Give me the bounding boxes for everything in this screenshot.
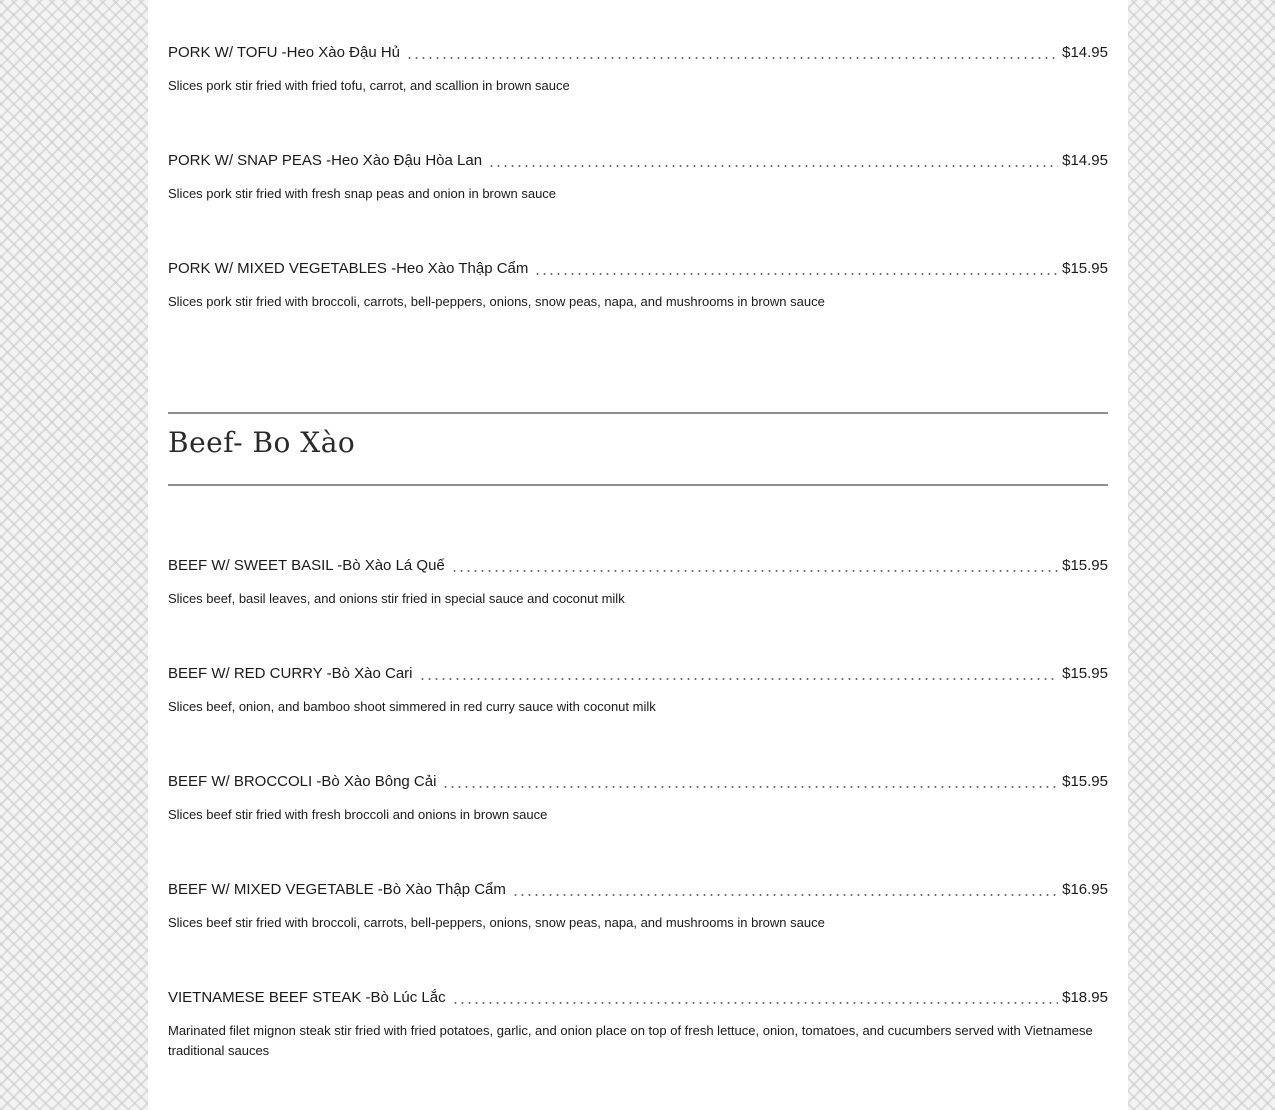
menu-item-price: $15.95: [1062, 773, 1108, 790]
dot-leader: [442, 786, 1058, 788]
section-divider-top: [168, 412, 1108, 414]
dot-leader: [534, 273, 1058, 275]
section-title: Beef- Bo Xào: [168, 426, 356, 459]
menu-item-name: BEEF W/ RED CURRY -Bò Xào Cari: [168, 665, 413, 682]
menu-item: [168, 44, 1108, 96]
menu-item-name: PORK W/ TOFU -Heo Xào Đậu Hủ: [168, 44, 401, 61]
menu-item-price: $14.95: [1062, 152, 1108, 169]
menu-item-name: BEEF W/ MIXED VEGETABLE -Bò Xào Thập Cẩm: [168, 881, 506, 898]
menu-item-name: VIETNAMESE BEEF STEAK -Bò Lúc Lắc: [168, 989, 446, 1006]
menu-item-description: Slices beef, basil leaves, and onions stir fried in special sauce and coconut milk: [168, 591, 625, 606]
menu-item-name: PORK W/ MIXED VEGETABLES -Heo Xào Thập Cẩm: [168, 260, 529, 277]
menu-item-price: $15.95: [1062, 260, 1108, 277]
menu-page: [148, 0, 1128, 1110]
menu-item: [168, 260, 1108, 312]
menu-item: [168, 557, 1108, 609]
menu-item-header: [168, 152, 1108, 172]
menu-item-name: PORK W/ SNAP PEAS -Heo Xào Đậu Hòa Lan: [168, 152, 483, 169]
menu-item-header: [168, 44, 1108, 64]
menu-item-description: Slices beef stir fried with fresh broccoli and onions in brown sauce: [168, 807, 548, 822]
menu-item-header: [168, 989, 1108, 1009]
dot-leader: [512, 894, 1058, 896]
menu-item-description: Slices beef, onion, and bamboo shoot simmered in red curry sauce with coconut milk: [168, 699, 656, 714]
menu-item: [168, 152, 1108, 204]
menu-item: [168, 773, 1108, 825]
section-divider-bottom: [168, 484, 1108, 486]
dot-leader: [406, 57, 1058, 59]
menu-item-name: BEEF W/ BROCCOLI -Bò Xào Bông Cải: [168, 773, 437, 790]
menu-item-price: $18.95: [1062, 989, 1108, 1006]
menu-item-header: [168, 557, 1108, 577]
dot-leader: [419, 678, 1059, 680]
menu-item-description: Slices pork stir fried with fresh snap peas and onion in brown sauce: [168, 186, 557, 201]
dot-leader: [488, 165, 1058, 167]
menu-item-price: $15.95: [1062, 665, 1108, 682]
menu-item-header: [168, 773, 1108, 793]
dot-leader: [451, 570, 1058, 572]
menu-item-description: Slices pork stir fried with broccoli, carrots, bell-peppers, onions, snow peas, napa, and mushrooms in brown sauce: [168, 294, 825, 309]
menu-item: [168, 989, 1108, 1061]
menu-item-price: $15.95: [1062, 557, 1108, 574]
menu-item-header: [168, 260, 1108, 280]
menu-item: [168, 881, 1108, 933]
menu-item-price: $14.95: [1062, 44, 1108, 61]
menu-item-header: [168, 881, 1108, 901]
menu-item-description: Slices beef stir fried with broccoli, carrots, bell-peppers, onions, snow peas, napa, and mushrooms in brown sauce: [168, 915, 825, 930]
menu-item-price: $16.95: [1062, 881, 1108, 898]
menu-item: [168, 665, 1108, 717]
menu-item-header: [168, 665, 1108, 685]
menu-item-description: Marinated filet mignon steak stir fried with fried potatoes, garlic, and onion place on top of fresh lettuce, onion, tomatoes, and cucumbers served with Vietnamese traditional sauces: [168, 1023, 1093, 1058]
menu-item-name: BEEF W/ SWEET BASIL -Bò Xào Lá Quế: [168, 557, 445, 574]
menu-item-description: Slices pork stir fried with fried tofu, carrot, and scallion in brown sauce: [168, 78, 570, 93]
dot-leader: [452, 1002, 1059, 1004]
